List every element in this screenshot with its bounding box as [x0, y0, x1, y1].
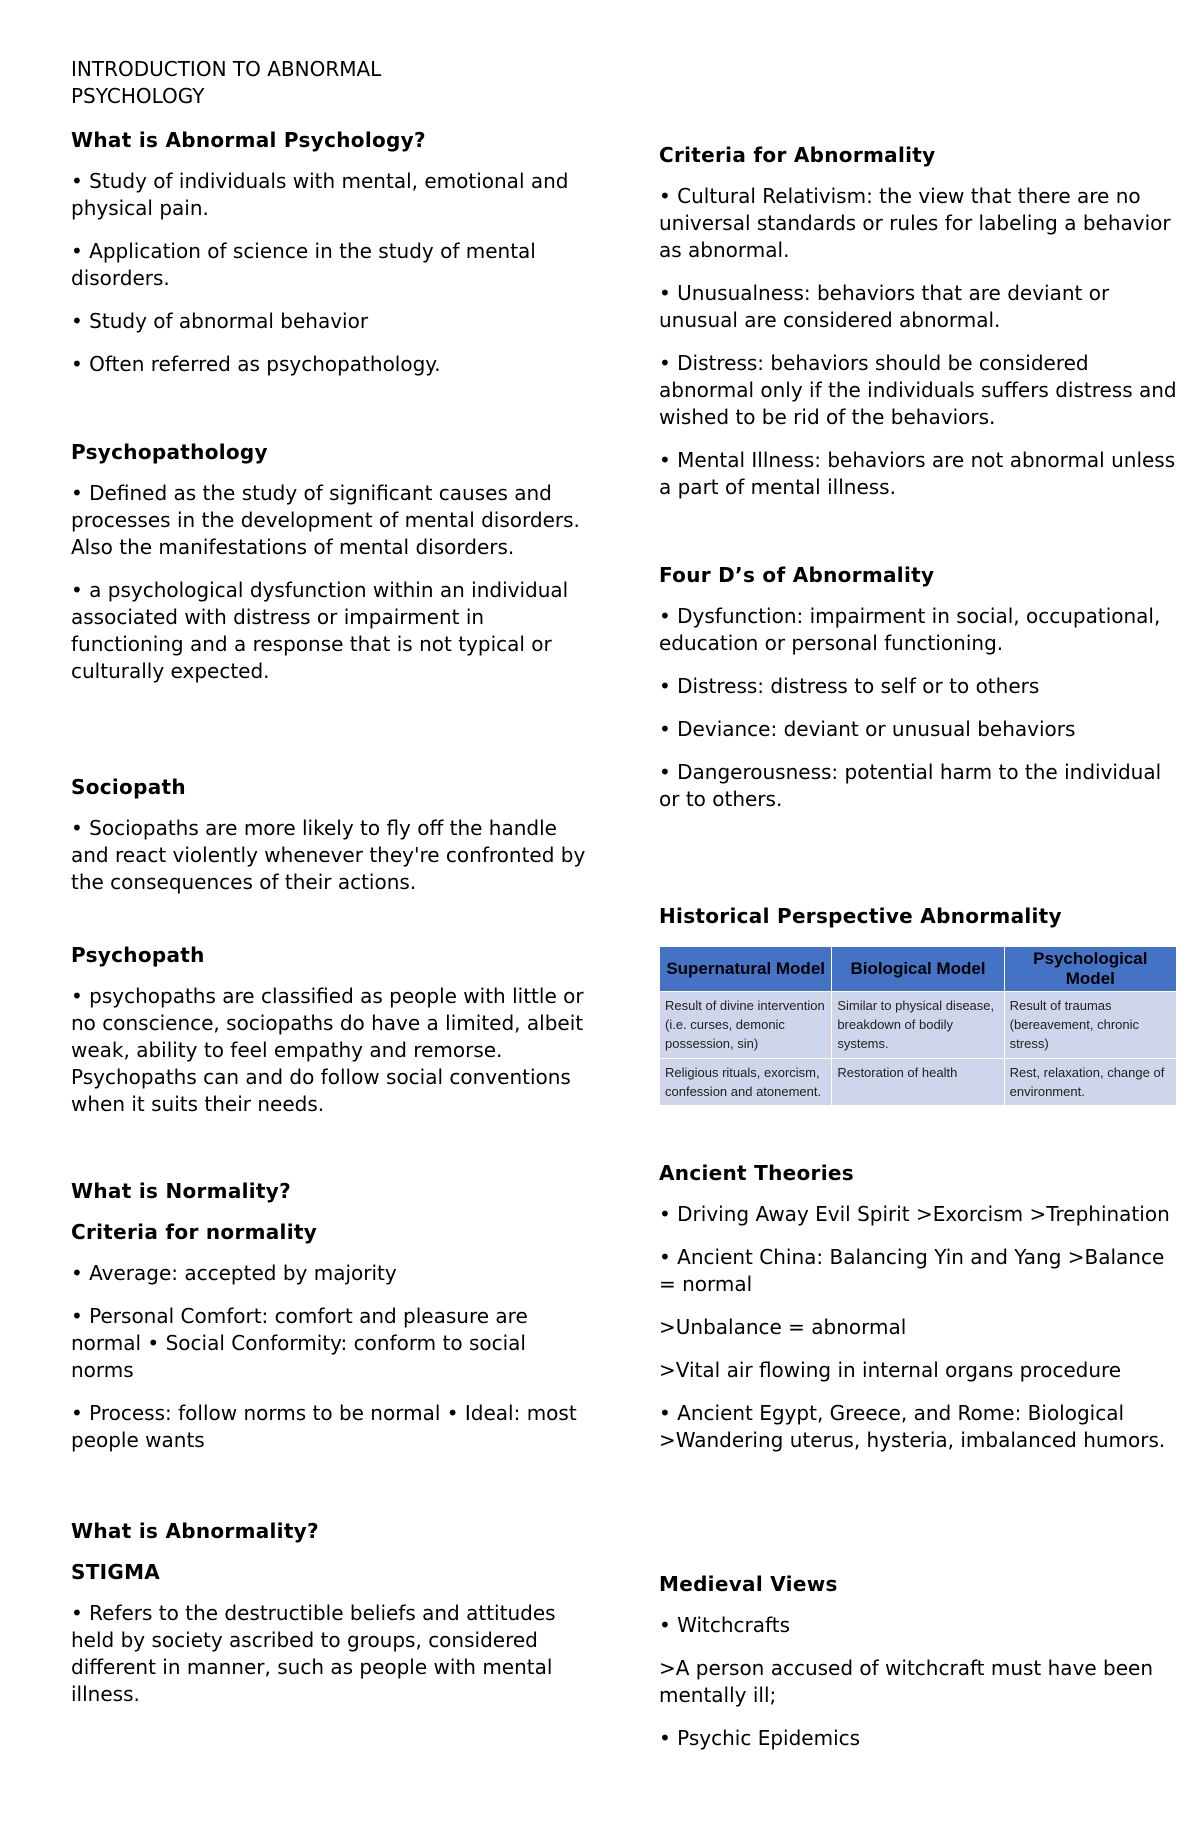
- section-psychopath: [71, 942, 591, 1134]
- section-heading: What is Normality?: [71, 1179, 292, 1203]
- section-subheading: Criteria for normality: [71, 1220, 318, 1244]
- bullet-item: • Dangerousness: potential harm to the individual or to others.: [659, 760, 1162, 811]
- table-cell: Rest, relaxation, change of environment.: [1004, 1059, 1176, 1106]
- table-header-cell: Psychological Model: [1004, 947, 1176, 992]
- section-psychopathology: [71, 439, 591, 701]
- section-heading: Psychopathology: [71, 440, 268, 464]
- section-ancient-theories: [659, 1160, 1179, 1470]
- bullet-item: • a psychological dysfunction within an individual associated with distress or impairment in functioning and a response that is not typical or culturally expected.: [71, 578, 569, 683]
- section-heading: Psychopath: [71, 943, 205, 967]
- table-header-cell: Supernatural Model: [660, 947, 832, 992]
- section-heading: Medieval Views: [659, 1572, 838, 1596]
- table-header-cell: Biological Model: [832, 947, 1004, 992]
- bullet-item: • Psychic Epidemics: [659, 1726, 861, 1750]
- bullet-item: • Deviance: deviant or unusual behaviors: [659, 717, 1076, 741]
- section-heading: Sociopath: [71, 775, 186, 799]
- bullet-item: • Distress: distress to self or to others: [659, 674, 1040, 698]
- bullet-item: • Ancient Egypt, Greece, and Rome: Biological >Wandering uterus, hysteria, imbalanced humors.: [659, 1401, 1166, 1452]
- section-medieval-views: [659, 1571, 1179, 1768]
- section-heading: Ancient Theories: [659, 1161, 854, 1185]
- bullet-item: >A person accused of witchcraft must have been mentally ill;: [659, 1656, 1154, 1707]
- section-historical-perspective: [659, 903, 1179, 944]
- bullet-item: • Process: follow norms to be normal • Ideal: most people wants: [71, 1401, 577, 1452]
- section-four-ds: [659, 562, 1179, 829]
- section-subheading: STIGMA: [71, 1560, 161, 1584]
- table-row: [660, 992, 1177, 1059]
- bullet-item: • Distress: behaviors should be considered abnormal only if the individuals suffers distress and wished to be rid of the behaviors.: [659, 351, 1177, 429]
- bullet-item: • Study of abnormal behavior: [71, 309, 369, 333]
- bullet-item: • Mental Illness: behaviors are not abnormal unless a part of mental illness.: [659, 448, 1176, 499]
- bullet-item: >Vital air flowing in internal organs procedure: [659, 1358, 1122, 1382]
- table-cell: Result of traumas (bereavement, chronic stress): [1004, 992, 1176, 1059]
- bullet-item: • Study of individuals with mental, emotional and physical pain.: [71, 169, 569, 220]
- section-sociopath: [71, 774, 591, 912]
- table-cell: Similar to physical disease, breakdown of bodily systems.: [832, 992, 1004, 1059]
- bullet-item: • Cultural Relativism: the view that there are no universal standards or rules for labeling a behavior as abnormal.: [659, 184, 1171, 262]
- bullet-item: • Often referred as psychopathology.: [71, 352, 441, 376]
- section-heading: What is Abnormal Psychology?: [71, 128, 426, 152]
- table-cell: Religious rituals, exorcism, confession and atonement.: [660, 1059, 832, 1106]
- bullet-item: • Application of science in the study of mental disorders.: [71, 239, 536, 290]
- bullet-item: • Refers to the destructible beliefs and attitudes held by society ascribed to groups, considered different in manner, such as people with mental illness.: [71, 1601, 556, 1706]
- bullet-item: • Defined as the study of significant causes and processes in the development of mental disorders. Also the manifestations of mental disorders.: [71, 481, 580, 559]
- section-abnormality: [71, 1518, 591, 1724]
- table-header-row: [660, 947, 1177, 992]
- section-criteria-abnormality: [659, 142, 1179, 517]
- section-normality: [71, 1178, 591, 1470]
- section-heading: Four D’s of Abnormality: [659, 563, 935, 587]
- table-cell: Restoration of health: [832, 1059, 1004, 1106]
- bullet-item: • Average: accepted by majority: [71, 1261, 397, 1285]
- bullet-item: • psychopaths are classified as people with little or no conscience, sociopaths do have a limited, albeit weak, ability to feel empathy and remorse. Psychopaths can and do follow social conventions when it suits their needs.: [71, 984, 584, 1116]
- bullet-item: • Unusualness: behaviors that are deviant or unusual are considered abnormal.: [659, 281, 1110, 332]
- bullet-item: • Ancient China: Balancing Yin and Yang >Balance = normal: [659, 1245, 1165, 1296]
- bullet-item: • Driving Away Evil Spirit >Exorcism >Trephination: [659, 1202, 1170, 1226]
- table-cell: Result of divine intervention (i.e. curses, demonic possession, sin): [660, 992, 832, 1059]
- historical-models-table: [659, 946, 1177, 1106]
- bullet-item: • Witchcrafts: [659, 1613, 790, 1637]
- section-abnormal-psychology: [71, 127, 591, 394]
- section-heading: What is Abnormality?: [71, 1519, 319, 1543]
- section-heading: Historical Perspective Abnormality: [659, 904, 1062, 928]
- table-row: [660, 1059, 1177, 1106]
- bullet-item: • Personal Comfort: comfort and pleasure are normal • Social Conformity: conform to social norms: [71, 1304, 528, 1382]
- section-heading: Criteria for Abnormality: [659, 143, 936, 167]
- bullet-item: • Dysfunction: impairment in social, occupational, education or personal functioning.: [659, 604, 1161, 655]
- bullet-item: • Sociopaths are more likely to fly off the handle and react violently whenever they're confronted by the consequences of their actions.: [71, 816, 586, 894]
- bullet-item: >Unbalance = abnormal: [659, 1315, 907, 1339]
- document-title: INTRODUCTION TO ABNORMAL PSYCHOLOGY: [71, 57, 382, 108]
